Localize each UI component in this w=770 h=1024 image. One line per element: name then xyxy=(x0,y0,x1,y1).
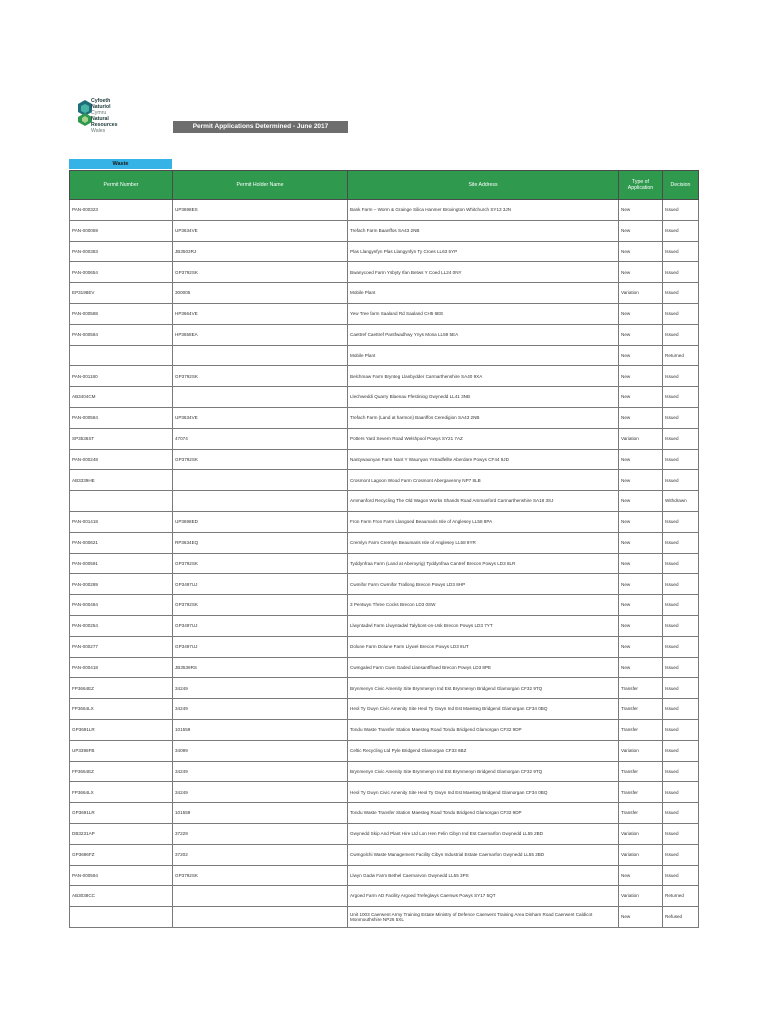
cell-permit-holder xyxy=(173,886,348,907)
cell-decision: Returned xyxy=(663,886,699,907)
cell-site-address: Ammanford Recycling The Old Wagon Works Shands Road Ammanford Carmarthenshire SA18 3SJ xyxy=(348,491,619,512)
table-row xyxy=(70,491,699,512)
cell-decision: Issued xyxy=(663,262,699,283)
cell-application-type: New xyxy=(619,220,663,241)
table-row xyxy=(70,782,699,803)
cell-permit-number: SP3536ST xyxy=(70,428,173,449)
cell-permit-number: UP3398FB xyxy=(70,740,173,761)
table-row xyxy=(70,241,699,262)
table-row xyxy=(70,303,699,324)
cell-site-address: Potters Yard Severn Road Welshpool Powys SY21 7AZ xyxy=(348,428,619,449)
cell-permit-holder: HP3658EA xyxy=(173,324,348,345)
cell-permit-holder: 300005 xyxy=(173,283,348,304)
cell-decision: Issued xyxy=(663,407,699,428)
cell-permit-number: PAN-000254 xyxy=(70,615,173,636)
cell-decision: Issued xyxy=(663,803,699,824)
cell-decision: Issued xyxy=(663,366,699,387)
cell-decision: Returned xyxy=(663,345,699,366)
cell-permit-holder: 101559 xyxy=(173,803,348,824)
cell-decision: Issued xyxy=(663,303,699,324)
cell-application-type: New xyxy=(619,636,663,657)
cell-application-type: New xyxy=(619,324,663,345)
cell-site-address: Argoed Farm AD Facility Argoed Trefeglwys Caersws Powys SY17 5QT xyxy=(348,886,619,907)
cell-application-type: New xyxy=(619,449,663,470)
cell-site-address: Cwmifor Farm Cwmifor Trallong Brecon Powys LD3 8HP xyxy=(348,574,619,595)
cell-decision: Refused xyxy=(663,907,699,928)
cell-permit-number: FP3664LX xyxy=(70,782,173,803)
cell-permit-number: PAN-000277 xyxy=(70,636,173,657)
column-header-decision: Decision xyxy=(663,171,699,200)
cell-permit-holder: 34249 xyxy=(173,761,348,782)
cell-permit-holder xyxy=(173,387,348,408)
cell-permit-holder: UP3634VE xyxy=(173,220,348,241)
cell-site-address: Mobile Plant xyxy=(348,283,619,304)
cell-permit-number: PAN-000621 xyxy=(70,532,173,553)
table-row xyxy=(70,553,699,574)
cell-permit-number xyxy=(70,345,173,366)
cell-permit-number: PAN-000588 xyxy=(70,303,173,324)
table-row xyxy=(70,803,699,824)
cell-site-address: Celtic Recycling Ltd Pyle Bridgend Glamorgan CF33 6BZ xyxy=(348,740,619,761)
cell-application-type: New xyxy=(619,262,663,283)
cell-site-address: Cwmgolchi Waste Management Facility Cibyn Industrial Estate Caernarfon Gwynedd LL55 2BD xyxy=(348,844,619,865)
table-row xyxy=(70,470,699,491)
cell-site-address: Dolune Farm Dolune Farm Llywel Brecon Powys LD3 8UT xyxy=(348,636,619,657)
cell-decision: Issued xyxy=(663,719,699,740)
logo-wordmark xyxy=(91,98,118,134)
cell-decision: Issued xyxy=(663,678,699,699)
cell-application-type: Variation xyxy=(619,283,663,304)
logo-line: Cyfoeth xyxy=(91,98,111,104)
cell-site-address: Heol Ty Gwyn Civic Amenity Site Heol Ty Gwyn Ind Est Maesteg Bridgend Glamorgan CF34 0BQ xyxy=(348,699,619,720)
cell-permit-number: FP3664LX xyxy=(70,699,173,720)
cell-permit-holder xyxy=(173,491,348,512)
cell-decision: Issued xyxy=(663,511,699,532)
cell-permit-holder: JB3539RS xyxy=(173,657,348,678)
cell-site-address: Caettref Caettref Pantfwadhwy Ynys Mona LL59 5EA xyxy=(348,324,619,345)
cell-application-type: Transfer xyxy=(619,678,663,699)
cell-permit-number: PAN-001418 xyxy=(70,511,173,532)
cell-application-type: Transfer xyxy=(619,782,663,803)
cell-site-address: Unit 1003 Caerwent Army Training Estate Ministry of Defence Caerwent Training Area Dinham Road Caerwent Caldicot Monmouthshire NP26 5XL xyxy=(348,907,619,928)
cell-permit-holder: RP3634EQ xyxy=(173,532,348,553)
cell-site-address: Brynmenyn Civic Amenity Site Brynmenyn Ind Est Brynmenyn Bridgend Glamorgan CF32 9TQ xyxy=(348,761,619,782)
cell-application-type: Variation xyxy=(619,844,663,865)
cell-application-type: New xyxy=(619,470,663,491)
cell-permit-number: PAN-000418 xyxy=(70,657,173,678)
cell-site-address: Llechweddi Quarry Blaenau Ffestiniog Gwynedd LL41 3NB xyxy=(348,387,619,408)
table-row xyxy=(70,657,699,678)
cell-application-type: New xyxy=(619,241,663,262)
cell-permit-holder: 101559 xyxy=(173,719,348,740)
cell-application-type: New xyxy=(619,615,663,636)
cell-decision: Issued xyxy=(663,470,699,491)
table-row xyxy=(70,428,699,449)
cell-decision: Issued xyxy=(663,823,699,844)
cell-permit-holder: GP3497UJ xyxy=(173,615,348,636)
cell-permit-holder: GP3497UJ xyxy=(173,574,348,595)
cell-application-type: New xyxy=(619,511,663,532)
cell-permit-number: AB3038CC xyxy=(70,886,173,907)
cell-permit-number: PAN-000289 xyxy=(70,574,173,595)
table-row xyxy=(70,200,699,221)
cell-decision: Issued xyxy=(663,387,699,408)
table-row xyxy=(70,366,699,387)
logo-line: Resources xyxy=(91,122,118,128)
table-row xyxy=(70,262,699,283)
cell-application-type: Variation xyxy=(619,886,663,907)
cell-decision: Issued xyxy=(663,636,699,657)
cell-permit-holder: GP3792SK xyxy=(173,449,348,470)
cell-decision: Issued xyxy=(663,782,699,803)
table-row xyxy=(70,324,699,345)
column-header-permit-number: Permit Number xyxy=(70,171,173,200)
cell-permit-holder: 37202 xyxy=(173,844,348,865)
cell-site-address: Trefach Farm (Land at harmon) Baanffos Ceredigion SA43 2NB xyxy=(348,407,619,428)
cell-application-type: New xyxy=(619,303,663,324)
cell-decision: Issued xyxy=(663,449,699,470)
cell-site-address: Plas Llangynfyn Plas Llangynfyn Ty Croes LL63 5YP xyxy=(348,241,619,262)
cell-permit-holder xyxy=(173,907,348,928)
cell-permit-holder: 34249 xyxy=(173,678,348,699)
cell-permit-holder: 34249 xyxy=(173,782,348,803)
table-row xyxy=(70,699,699,720)
column-header-permit-holder: Permit Holder Name xyxy=(173,171,348,200)
cell-application-type: New xyxy=(619,657,663,678)
cell-permit-number: GP3691LR xyxy=(70,719,173,740)
cell-application-type: New xyxy=(619,595,663,616)
cell-decision: Issued xyxy=(663,324,699,345)
cell-permit-number: PAN-000323 xyxy=(70,200,173,221)
nrw-logo-mark-icon xyxy=(78,100,92,126)
logo-line: Wales xyxy=(91,128,106,134)
cell-permit-number: DB3231AP xyxy=(70,823,173,844)
table-row xyxy=(70,740,699,761)
table-row xyxy=(70,595,699,616)
cell-decision: Issued xyxy=(663,844,699,865)
cell-application-type: New xyxy=(619,532,663,553)
cell-application-type: New xyxy=(619,387,663,408)
table-row xyxy=(70,615,699,636)
cell-permit-holder: UP3634VE xyxy=(173,407,348,428)
cell-permit-holder: 37229 xyxy=(173,823,348,844)
cell-site-address: Brynmenyn Civic Amenity Site Brynmenyn Ind Est Brynmenyn Bridgend Glamorgan CF32 9TQ xyxy=(348,678,619,699)
cell-site-address: Crosmont Lagoon Wood Farm Crosmont Abergavenny NP7 8LB xyxy=(348,470,619,491)
cell-permit-holder: UP3698ES xyxy=(173,200,348,221)
cell-decision: Issued xyxy=(663,553,699,574)
table-row xyxy=(70,761,699,782)
cell-application-type: Transfer xyxy=(619,803,663,824)
cell-site-address: Llwyn Gadw Farm Bethel Caernarvon Gwynedd LL55 3PS xyxy=(348,865,619,886)
cell-permit-holder: GP3792SK xyxy=(173,262,348,283)
cell-permit-number: FP3664EZ xyxy=(70,678,173,699)
table-row xyxy=(70,449,699,470)
table-row xyxy=(70,387,699,408)
permits-table xyxy=(69,170,699,928)
cell-permit-holder: GP3792SK xyxy=(173,865,348,886)
table-row xyxy=(70,283,699,304)
cell-application-type: New xyxy=(619,907,663,928)
cell-decision: Issued xyxy=(663,761,699,782)
cell-permit-number: PAN-000383 xyxy=(70,241,173,262)
table-body xyxy=(70,200,699,928)
cell-site-address: Tondu Waste Transfer Station Maesteg Road Tondu Bridgend Glamorgan CF32 9DP xyxy=(348,719,619,740)
cell-application-type: New xyxy=(619,553,663,574)
cell-application-type: New xyxy=(619,491,663,512)
cell-permit-holder: GP3792SK xyxy=(173,553,348,574)
cell-site-address: Cwmgaled Farm Cwm Gaded Llansantffraed Brecon Powys LD3 8PE xyxy=(348,657,619,678)
cell-application-type: Variation xyxy=(619,740,663,761)
nrw-logo xyxy=(78,98,128,150)
logo-line: Natural xyxy=(91,116,109,122)
cell-permit-number: GP3696FZ xyxy=(70,844,173,865)
logo-line: Naturiol xyxy=(91,104,111,110)
cell-decision: Issued xyxy=(663,615,699,636)
cell-permit-holder: HP3664VE xyxy=(173,303,348,324)
column-header-site-address: Site Address xyxy=(348,171,619,200)
cell-decision: Issued xyxy=(663,657,699,678)
cell-permit-holder: UP3698ED xyxy=(173,511,348,532)
table-row xyxy=(70,532,699,553)
cell-application-type: New xyxy=(619,200,663,221)
cell-application-type: Variation xyxy=(619,823,663,844)
cell-application-type: New xyxy=(619,345,663,366)
cell-permit-number xyxy=(70,907,173,928)
table-header-row xyxy=(70,171,699,200)
table-row xyxy=(70,823,699,844)
cell-decision: Issued xyxy=(663,241,699,262)
table-row xyxy=(70,511,699,532)
cell-decision: Issued xyxy=(663,865,699,886)
cell-permit-number: PAN-000584 xyxy=(70,324,173,345)
table-row xyxy=(70,865,699,886)
cell-permit-number: FP3664EZ xyxy=(70,761,173,782)
cell-permit-number: PAN-001180 xyxy=(70,366,173,387)
cell-application-type: Transfer xyxy=(619,719,663,740)
cell-site-address: 3 Pentwyn Three Cocks Brecon LD3 0SW xyxy=(348,595,619,616)
cell-site-address: Nantywaunyan Farm Nant Y Waunyan Ystradfellte Aberdare Powys CF44 9JD xyxy=(348,449,619,470)
page-title: Permit Applications Determined - June 2017 xyxy=(173,121,348,133)
cell-permit-number: PAN-000654 xyxy=(70,262,173,283)
table-row xyxy=(70,407,699,428)
cell-permit-number: PAN-000484 xyxy=(70,595,173,616)
cell-permit-number: PAN-000594 xyxy=(70,865,173,886)
logo-line: Cymru xyxy=(91,110,107,116)
cell-decision: Withdrawn xyxy=(663,491,699,512)
cell-site-address: Tondu Waste Transfer Station Maesteg Road Tondu Bridgend Glamorgan CF32 9DP xyxy=(348,803,619,824)
cell-permit-number xyxy=(70,491,173,512)
cell-application-type: New xyxy=(619,865,663,886)
cell-permit-holder: 34099 xyxy=(173,740,348,761)
cell-decision: Issued xyxy=(663,595,699,616)
sheet-tab-waste[interactable]: Waste xyxy=(69,159,172,169)
cell-site-address: Belchmaw Farm Brynteg Llanbydder Carmarthenshire SA40 9XA xyxy=(348,366,619,387)
cell-permit-number: PAN-000248 xyxy=(70,449,173,470)
cell-site-address: Trefach Farm Baanffos SA43 2NB xyxy=(348,220,619,241)
cell-permit-number: GP3691LR xyxy=(70,803,173,824)
table-row xyxy=(70,907,699,928)
cell-site-address: Tyddynfraa Farm (Land at Aberoyrig) Tyddynfraa Cantref Brecon Powys LD3 8LR xyxy=(348,553,619,574)
table-row xyxy=(70,886,699,907)
cell-application-type: Variation xyxy=(619,428,663,449)
cell-permit-holder: JB3503RJ xyxy=(173,241,348,262)
table-row xyxy=(70,574,699,595)
cell-application-type: Transfer xyxy=(619,699,663,720)
cell-application-type: New xyxy=(619,574,663,595)
cell-site-address: Bank Farm – Worm & Grainge Silica Hanmer Broxington Whitchurch SY13 3JN xyxy=(348,200,619,221)
cell-permit-holder: 47074 xyxy=(173,428,348,449)
cell-permit-number: PAN-000591 xyxy=(70,553,173,574)
cell-decision: Issued xyxy=(663,428,699,449)
cell-permit-number: EP3198EV xyxy=(70,283,173,304)
cell-site-address: Cremlyn Farm Cremlyn Beaumaris Isle of Anglesey LL58 8YR xyxy=(348,532,619,553)
table-row xyxy=(70,844,699,865)
cell-decision: Issued xyxy=(663,699,699,720)
cell-permit-holder: GP3792SK xyxy=(173,366,348,387)
cell-decision: Issued xyxy=(663,220,699,241)
cell-permit-holder: GP3497UJ xyxy=(173,636,348,657)
column-header-application-type: Type of Application xyxy=(619,171,663,200)
cell-application-type: New xyxy=(619,366,663,387)
cell-site-address: Fron Farm Fron Farm Llangoed Beaumaris Isle of Anglesey LL58 8PA xyxy=(348,511,619,532)
cell-site-address: Heol Ty Gwyn Civic Amenity Site Heol Ty Gwyn Ind Est Maesteg Bridgend Glamorgan CF34 0BQ xyxy=(348,782,619,803)
cell-site-address: Mobile Plant xyxy=(348,345,619,366)
cell-application-type: New xyxy=(619,407,663,428)
cell-permit-number: PAN-000584 xyxy=(70,407,173,428)
cell-site-address: Gwynedd Skip And Plant Hire Ltd Lon Hen Felin Cibyn Ind Est Caernarfon Gwynedd LL55 2BD xyxy=(348,823,619,844)
table-row xyxy=(70,220,699,241)
table-row xyxy=(70,719,699,740)
cell-permit-number: PAN-000059 xyxy=(70,220,173,241)
cell-permit-number: AB3404CM xyxy=(70,387,173,408)
cell-application-type: Transfer xyxy=(619,761,663,782)
table-row xyxy=(70,678,699,699)
cell-decision: Issued xyxy=(663,740,699,761)
cell-site-address: Bwanycoed Farm Ysbyty Ifan Betws Y Coed LL24 0NY xyxy=(348,262,619,283)
cell-decision: Issued xyxy=(663,532,699,553)
cell-permit-holder: GP3792SK xyxy=(173,595,348,616)
table-row xyxy=(70,636,699,657)
cell-permit-holder: 34249 xyxy=(173,699,348,720)
cell-site-address: Yew Tree farm Saaland Rd Saaland CH5 6EE xyxy=(348,303,619,324)
cell-site-address: Llwyntadwl Farm Llwyntadwl Talybont-on-Usk Brecon Powys LD3 7YT xyxy=(348,615,619,636)
cell-decision: Issued xyxy=(663,283,699,304)
table-row xyxy=(70,345,699,366)
cell-permit-number: AB3339HE xyxy=(70,470,173,491)
cell-decision: Issued xyxy=(663,574,699,595)
cell-permit-holder xyxy=(173,470,348,491)
cell-permit-holder xyxy=(173,345,348,366)
cell-decision: Issued xyxy=(663,200,699,221)
